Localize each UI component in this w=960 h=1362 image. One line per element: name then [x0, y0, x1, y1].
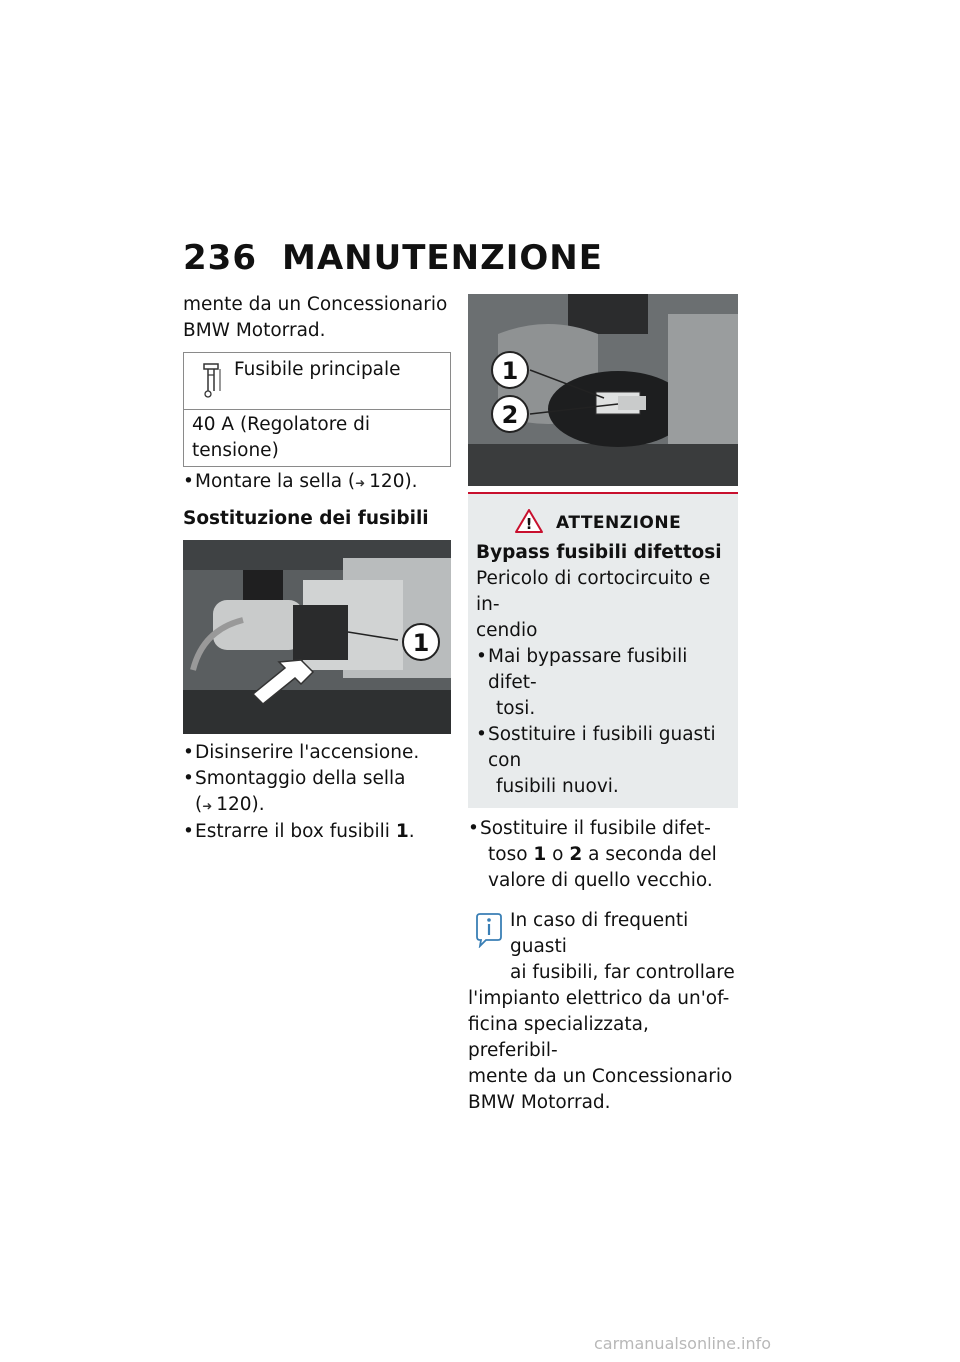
- step-text: Estrarre il box fusibili: [195, 821, 396, 842]
- step-text: toso: [488, 844, 534, 865]
- warning-triangle-icon: [514, 508, 544, 534]
- warning-title: ATTENZIONE: [556, 513, 682, 533]
- left-column: [183, 292, 451, 845]
- photo-callout-1: 1: [501, 357, 519, 385]
- intro-line: BMW Motorrad.: [183, 320, 326, 341]
- page-number: 236: [183, 238, 257, 278]
- arrow-right-icon: ➜: [202, 799, 213, 813]
- info-note: [468, 908, 738, 1116]
- warning-subtitle: Bypass fusibili difettosi: [476, 542, 722, 563]
- fuse-box-photo: [183, 540, 451, 734]
- page-ref: 120).: [369, 471, 418, 492]
- right-column: [468, 294, 738, 1116]
- arrow-right-icon: ➜: [355, 476, 366, 490]
- step-text: o: [546, 844, 570, 865]
- fuse-value: 40 A (Regolatore di tensione): [192, 414, 371, 461]
- info-line: In caso di frequenti guasti: [510, 910, 689, 957]
- svg-text:!: !: [525, 515, 533, 533]
- warning-line: Pericolo di cortocircuito e in-: [476, 568, 711, 615]
- callout-ref: 2: [569, 844, 583, 865]
- bullet-mount-seat: [183, 469, 451, 496]
- step-item-continued: (➜ 120).: [183, 792, 451, 819]
- photo-callout-2: 2: [501, 401, 519, 429]
- step-item: • Disinserire l'accensione.: [183, 740, 451, 766]
- fuse-label: Fusibile principale: [234, 359, 401, 380]
- info-line: mente da un Concessionario: [468, 1066, 733, 1087]
- info-line: BMW Motorrad.: [468, 1092, 611, 1113]
- step-item-continued: [468, 842, 738, 868]
- step-item: • Smontaggio della sella: [183, 766, 451, 792]
- warning-item: • Sostituire i fusibili guasti con: [476, 722, 730, 774]
- step-item-continued: valore di quello vecchio.: [488, 870, 713, 891]
- step-item: • Sostituire il fusibile difet-: [468, 816, 738, 842]
- warning-item-continued: fusibili nuovi.: [496, 776, 619, 797]
- photo-callout-1: 1: [412, 629, 430, 657]
- page-title: MANUTENZIONE: [282, 238, 603, 278]
- section-title: Sostituzione dei fusibili: [183, 508, 429, 529]
- watermark: carmanualsonline.info: [594, 1334, 772, 1353]
- callout-ref: 1: [533, 844, 547, 865]
- step-item: [183, 819, 451, 845]
- step-text: a seconda del: [582, 844, 717, 865]
- callout-ref: 1: [395, 821, 409, 842]
- info-line: ficina specializzata, preferibil-: [468, 1014, 649, 1061]
- intro-line: mente da un Concessionario: [183, 294, 448, 315]
- fuse-icon: [198, 361, 224, 401]
- warning-item: • Mai bypassare fusibili difet-: [476, 644, 730, 696]
- fuse-table: [183, 352, 451, 467]
- fuse-table-header: [184, 353, 450, 410]
- warning-item-continued: tosi.: [496, 698, 536, 719]
- page-ref: 120).: [216, 794, 265, 815]
- step-text-end: .: [408, 821, 415, 842]
- fuse-detail-photo: [468, 294, 738, 486]
- warning-box: [468, 492, 738, 808]
- warning-header: [476, 504, 730, 540]
- bullet-text: Montare la sella (: [195, 471, 356, 492]
- info-line: ai fusibili, far controllare: [510, 962, 735, 983]
- info-icon: [474, 912, 504, 948]
- warning-line: cendio: [476, 620, 538, 641]
- info-line: l'impianto elettrico da un'of-: [468, 988, 730, 1009]
